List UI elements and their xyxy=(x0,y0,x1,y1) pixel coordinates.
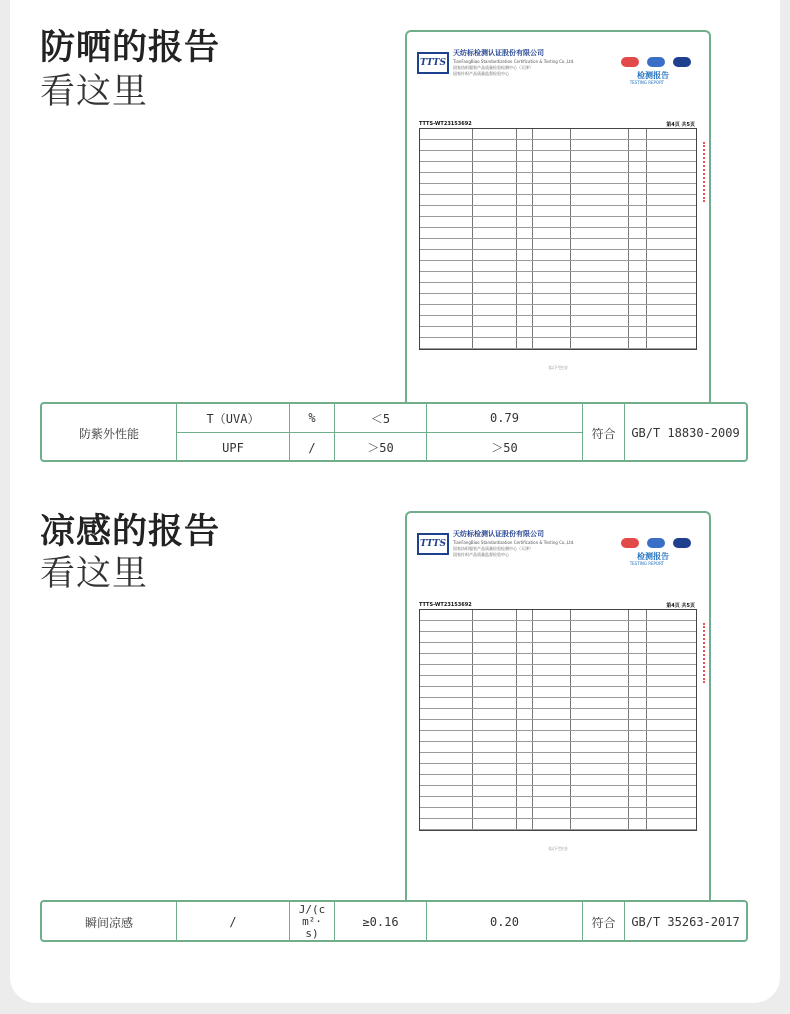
red-stamp-mark xyxy=(693,623,705,683)
unit-none: / xyxy=(308,440,316,455)
report-org-en: TianFangBiao Standardization Certification & Testing Co.,Ltd. xyxy=(453,59,575,64)
sub-item-upf: UPF xyxy=(222,440,244,455)
report-document-image xyxy=(405,30,711,404)
report-title-en: TESTING REPORT xyxy=(629,561,664,566)
result-value: 0.20 xyxy=(490,915,519,929)
test-item-name: 防紫外性能 xyxy=(78,426,139,441)
result-value-upf: ＞50 xyxy=(491,441,518,455)
cma-mark-icon xyxy=(621,538,639,548)
cooling-report-section xyxy=(0,480,790,950)
accreditation-marks xyxy=(618,533,691,552)
report-org-line4: 国家针织产品质量监督检验中心 xyxy=(453,71,509,76)
section-subtitle: 看这里 xyxy=(40,72,149,112)
sub-item-uva: T（UVA） xyxy=(206,411,260,426)
section-title: 防晒的报告 xyxy=(40,28,221,68)
judgement: 符合 xyxy=(591,915,616,930)
report-number: TTTS-WT23153692 xyxy=(419,121,472,127)
cnas-mark-icon xyxy=(673,538,691,548)
report-org-line3: 国家纺织服装产品质量检验检测中心（天津） xyxy=(453,546,533,551)
section-title: 凉感的报告 xyxy=(40,512,221,552)
ttts-logo: TTTS xyxy=(417,533,449,555)
section-subtitle: 看这里 xyxy=(40,554,149,594)
test-item-name: 瞬间凉感 xyxy=(84,915,133,930)
standard-value-uva: ＜5 xyxy=(370,411,391,426)
report-title: 检测报告 xyxy=(637,552,669,561)
red-stamp-mark xyxy=(693,142,705,202)
sunscreen-report-section xyxy=(0,0,790,470)
report-org-name: 天纺标检测认证股份有限公司 xyxy=(453,530,544,538)
report-org-name: 天纺标检测认证股份有限公司 xyxy=(453,49,544,57)
report-footer: (以下空白) xyxy=(548,365,568,370)
ttts-logo: TTTS xyxy=(417,52,449,74)
report-number: TTTS-WT23153692 xyxy=(419,602,472,608)
ilac-mark-icon xyxy=(647,538,665,548)
report-org-en: TianFangBiao Standardization Certification & Testing Co.,Ltd. xyxy=(453,540,575,545)
report-page: 第4页 共5页 xyxy=(666,603,695,609)
test-method: GB/T 35263-2017 xyxy=(631,915,740,929)
report-org-line4: 国家针织产品质量监督检验中心 xyxy=(453,552,509,557)
cooling-sensation-table xyxy=(40,900,748,942)
report-title: 检测报告 xyxy=(637,71,669,80)
report-document-image xyxy=(405,511,711,903)
result-value-uva: 0.79 xyxy=(490,411,519,425)
accreditation-marks xyxy=(618,52,691,71)
cnas-mark-icon xyxy=(673,57,691,67)
sub-item: / xyxy=(229,915,237,929)
report-table-image xyxy=(419,128,697,350)
judgement: 符合 xyxy=(591,426,616,441)
report-table-image xyxy=(419,609,697,831)
cma-mark-icon xyxy=(621,57,639,67)
unit-percent: % xyxy=(308,411,316,425)
report-org-line3: 国家纺织服装产品质量检验检测中心（天津） xyxy=(453,65,533,70)
unit-j-cm2-s: J/(cm²·s) xyxy=(298,903,326,940)
report-footer: (以下空白) xyxy=(548,846,568,851)
ilac-mark-icon xyxy=(647,57,665,67)
test-method: GB/T 18830-2009 xyxy=(631,426,740,440)
uv-protection-table xyxy=(40,402,748,462)
report-title-en: TESTING REPORT xyxy=(629,80,664,85)
standard-value-upf: ＞50 xyxy=(367,441,394,455)
standard-value: ≥0.16 xyxy=(362,915,399,929)
report-page: 第4页 共5页 xyxy=(666,122,695,128)
